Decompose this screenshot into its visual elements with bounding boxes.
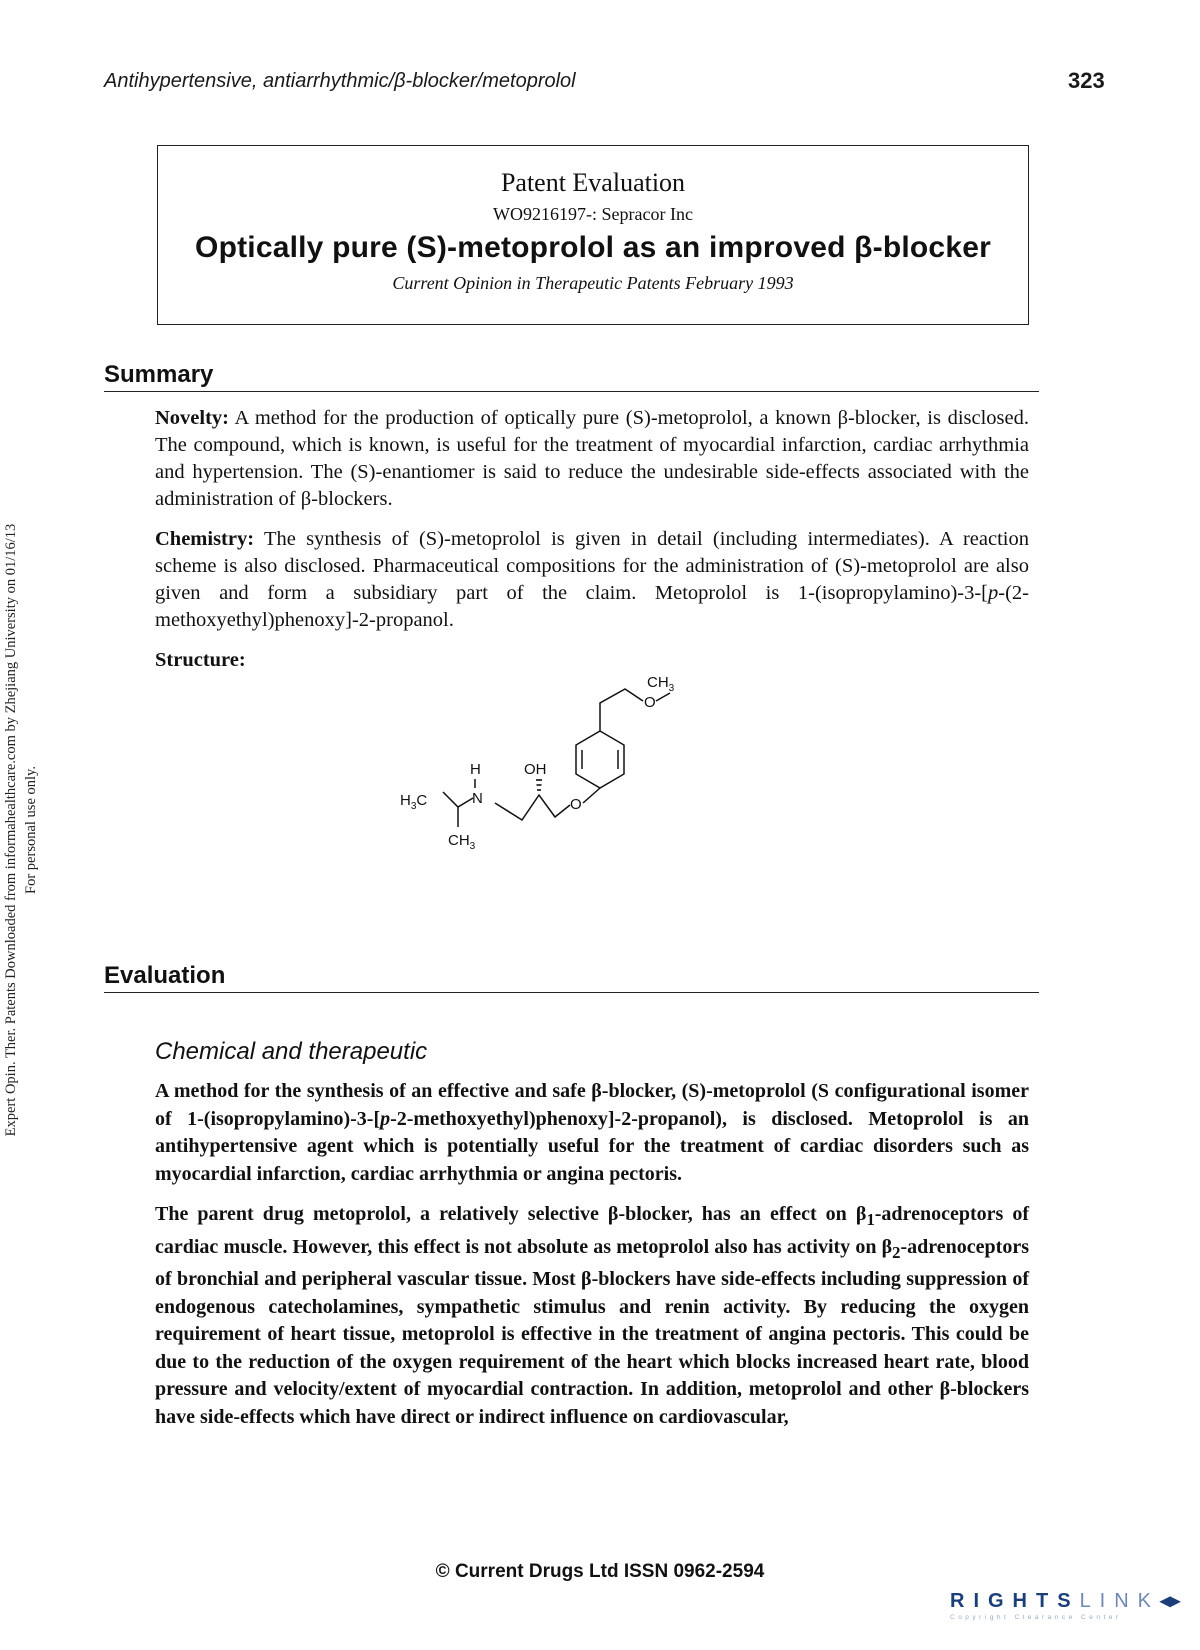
- article-title: Optically pure (S)-metoprolol as an improved β-blocker: [195, 231, 991, 264]
- patent-evaluation-box: [157, 145, 1029, 325]
- propanol-chain: [495, 795, 570, 820]
- structure-label: Structure:: [155, 649, 246, 671]
- novelty-text: A method for the production of optically pure (S)-metoprolol, a known β-blocker, is disclosed. The compound, which is known, is useful for the treatment of myocardial infarction, cardiac arrhythmia and hypertension. The (S)-enantiomer is said to reduce the undesirable side-effects associated with the administration of β-blockers.: [155, 407, 1029, 510]
- source-citation: Current Opinion in Therapeutic Patents February 1993: [392, 273, 794, 293]
- phenoxy-bond: [583, 788, 600, 803]
- rightslink-tagline: Copyright Clearance Center: [950, 1614, 1122, 1621]
- p1-text-b: -2-methoxyethyl)phenoxy]-2-propanol), is disclosed. Metoprolol is an antihypertensive agent which is potentially useful for the treatment of cardiac disorders such as myocardial infarction, cardiac arrhythmia or angina pectoris.: [155, 1107, 1029, 1185]
- atom-labels: [400, 674, 675, 852]
- ether-o-label: O: [644, 694, 656, 711]
- chemistry-italic: p: [988, 582, 999, 604]
- oh-label: OH: [524, 761, 547, 778]
- chemistry-paragraph: [155, 526, 1029, 634]
- ch3-bottom-label: $CH_3$: [448, 832, 476, 852]
- phenoxy-o-label: O: [570, 796, 582, 813]
- rightslink-bold: RIGHTS: [950, 1590, 1080, 1612]
- p1-italic: p: [380, 1107, 391, 1130]
- download-notice-line: Expert Opin. Ther. Patents Downloaded from informahealthcare.com by Zhejiang University on 01/16/13: [3, 523, 19, 1137]
- metoprolol-structure-diagram: [400, 674, 740, 910]
- download-notice: [0, 470, 39, 1190]
- benzene-ring: [576, 731, 624, 788]
- link-arrows-icon: ◂▸: [1160, 1590, 1181, 1612]
- box-kicker: Patent Evaluation: [500, 168, 686, 197]
- chemistry-text-2: -(2-methoxyethyl)phenoxy]-2-propanol.: [155, 582, 1029, 631]
- rightslink-light: LINK: [1079, 1590, 1161, 1612]
- novelty-paragraph: [155, 405, 1029, 513]
- personal-use-line: For personal use only.: [23, 766, 39, 894]
- evaluation-paragraph-2: [155, 1201, 1029, 1431]
- chemistry-text-1: The synthesis of (S)-metoprolol is given in detail (including intermediates). A reaction scheme is also disclosed. Pharmaceutical compositions for the administration of (S)-metoprolol are also given and form a subsidiary part of the claim. Metoprolol is 1-(isopropylamino)-3-[: [155, 528, 1029, 604]
- ethyl-chain: [600, 689, 643, 731]
- p2-subscript-1: 1: [866, 1210, 875, 1229]
- running-head: Antihypertensive, antiarrhythmic/β-blocker/metoprolol: [104, 70, 576, 92]
- summary-heading: Summary: [104, 361, 1039, 392]
- patent-id: WO9216197-: Sepracor Inc: [493, 204, 693, 224]
- summary-body: [155, 405, 1029, 687]
- evaluation-body: [155, 1078, 1029, 1444]
- isopropyl-bonds: [443, 792, 473, 807]
- h-label: H: [470, 761, 481, 778]
- novelty-label: Novelty:: [155, 407, 230, 429]
- p2-subscript-2: 2: [892, 1242, 901, 1262]
- evaluation-heading: Evaluation: [104, 962, 1039, 993]
- evaluation-subheading: Chemical and therapeutic: [155, 1038, 428, 1065]
- p1-text-a: A method for the synthesis of an effective and safe β-blocker, (S)-metoprolol (S configurational isomer of 1-(isopropylamino)-3-[: [155, 1080, 1029, 1130]
- ch3-top-label: $CH_3$: [647, 674, 675, 694]
- n-label: N: [472, 790, 483, 807]
- rightslink-wordmark: [950, 1588, 1182, 1613]
- p2-text-b: -adrenoceptors of cardiac muscle. However, this effect is not absolute as metoprolol also has activity on β: [155, 1203, 1030, 1258]
- hashed-wedge: [536, 780, 542, 790]
- evaluation-paragraph-1: [155, 1078, 1029, 1188]
- rightslink-logo[interactable]: [950, 1588, 1182, 1632]
- ether-bond: [656, 693, 670, 701]
- chemistry-label: Chemistry:: [155, 528, 255, 550]
- structure-paragraph: [155, 647, 1029, 674]
- copyright-footer: © Current Drugs Ltd ISSN 0962-2594: [435, 1561, 765, 1582]
- p2-text-c: -adrenoceptors of bronchial and peripheral vascular tissue. Most β-blockers have side-effects including suppression of endogenous catecholamines, sympathetic stimulus and renin activity. By reducing the oxygen requirement of heart tissue, metoprolol is effective in the treatment of angina pectoris. This could be due to the reduction of the oxygen requirement of the heart which blocks increased heart rate, blood pressure and velocity/extent of myocardial contraction. In addition, metoprolol and other β-blockers have side-effects which have direct or indirect influence on cardiovascular,: [155, 1235, 1029, 1428]
- h3c-label: $H_3C$: [400, 792, 428, 812]
- p2-text-a: The parent drug metoprolol, a relatively selective β-blocker, has an effect on β: [155, 1203, 867, 1225]
- page-number: 323: [1068, 68, 1105, 93]
